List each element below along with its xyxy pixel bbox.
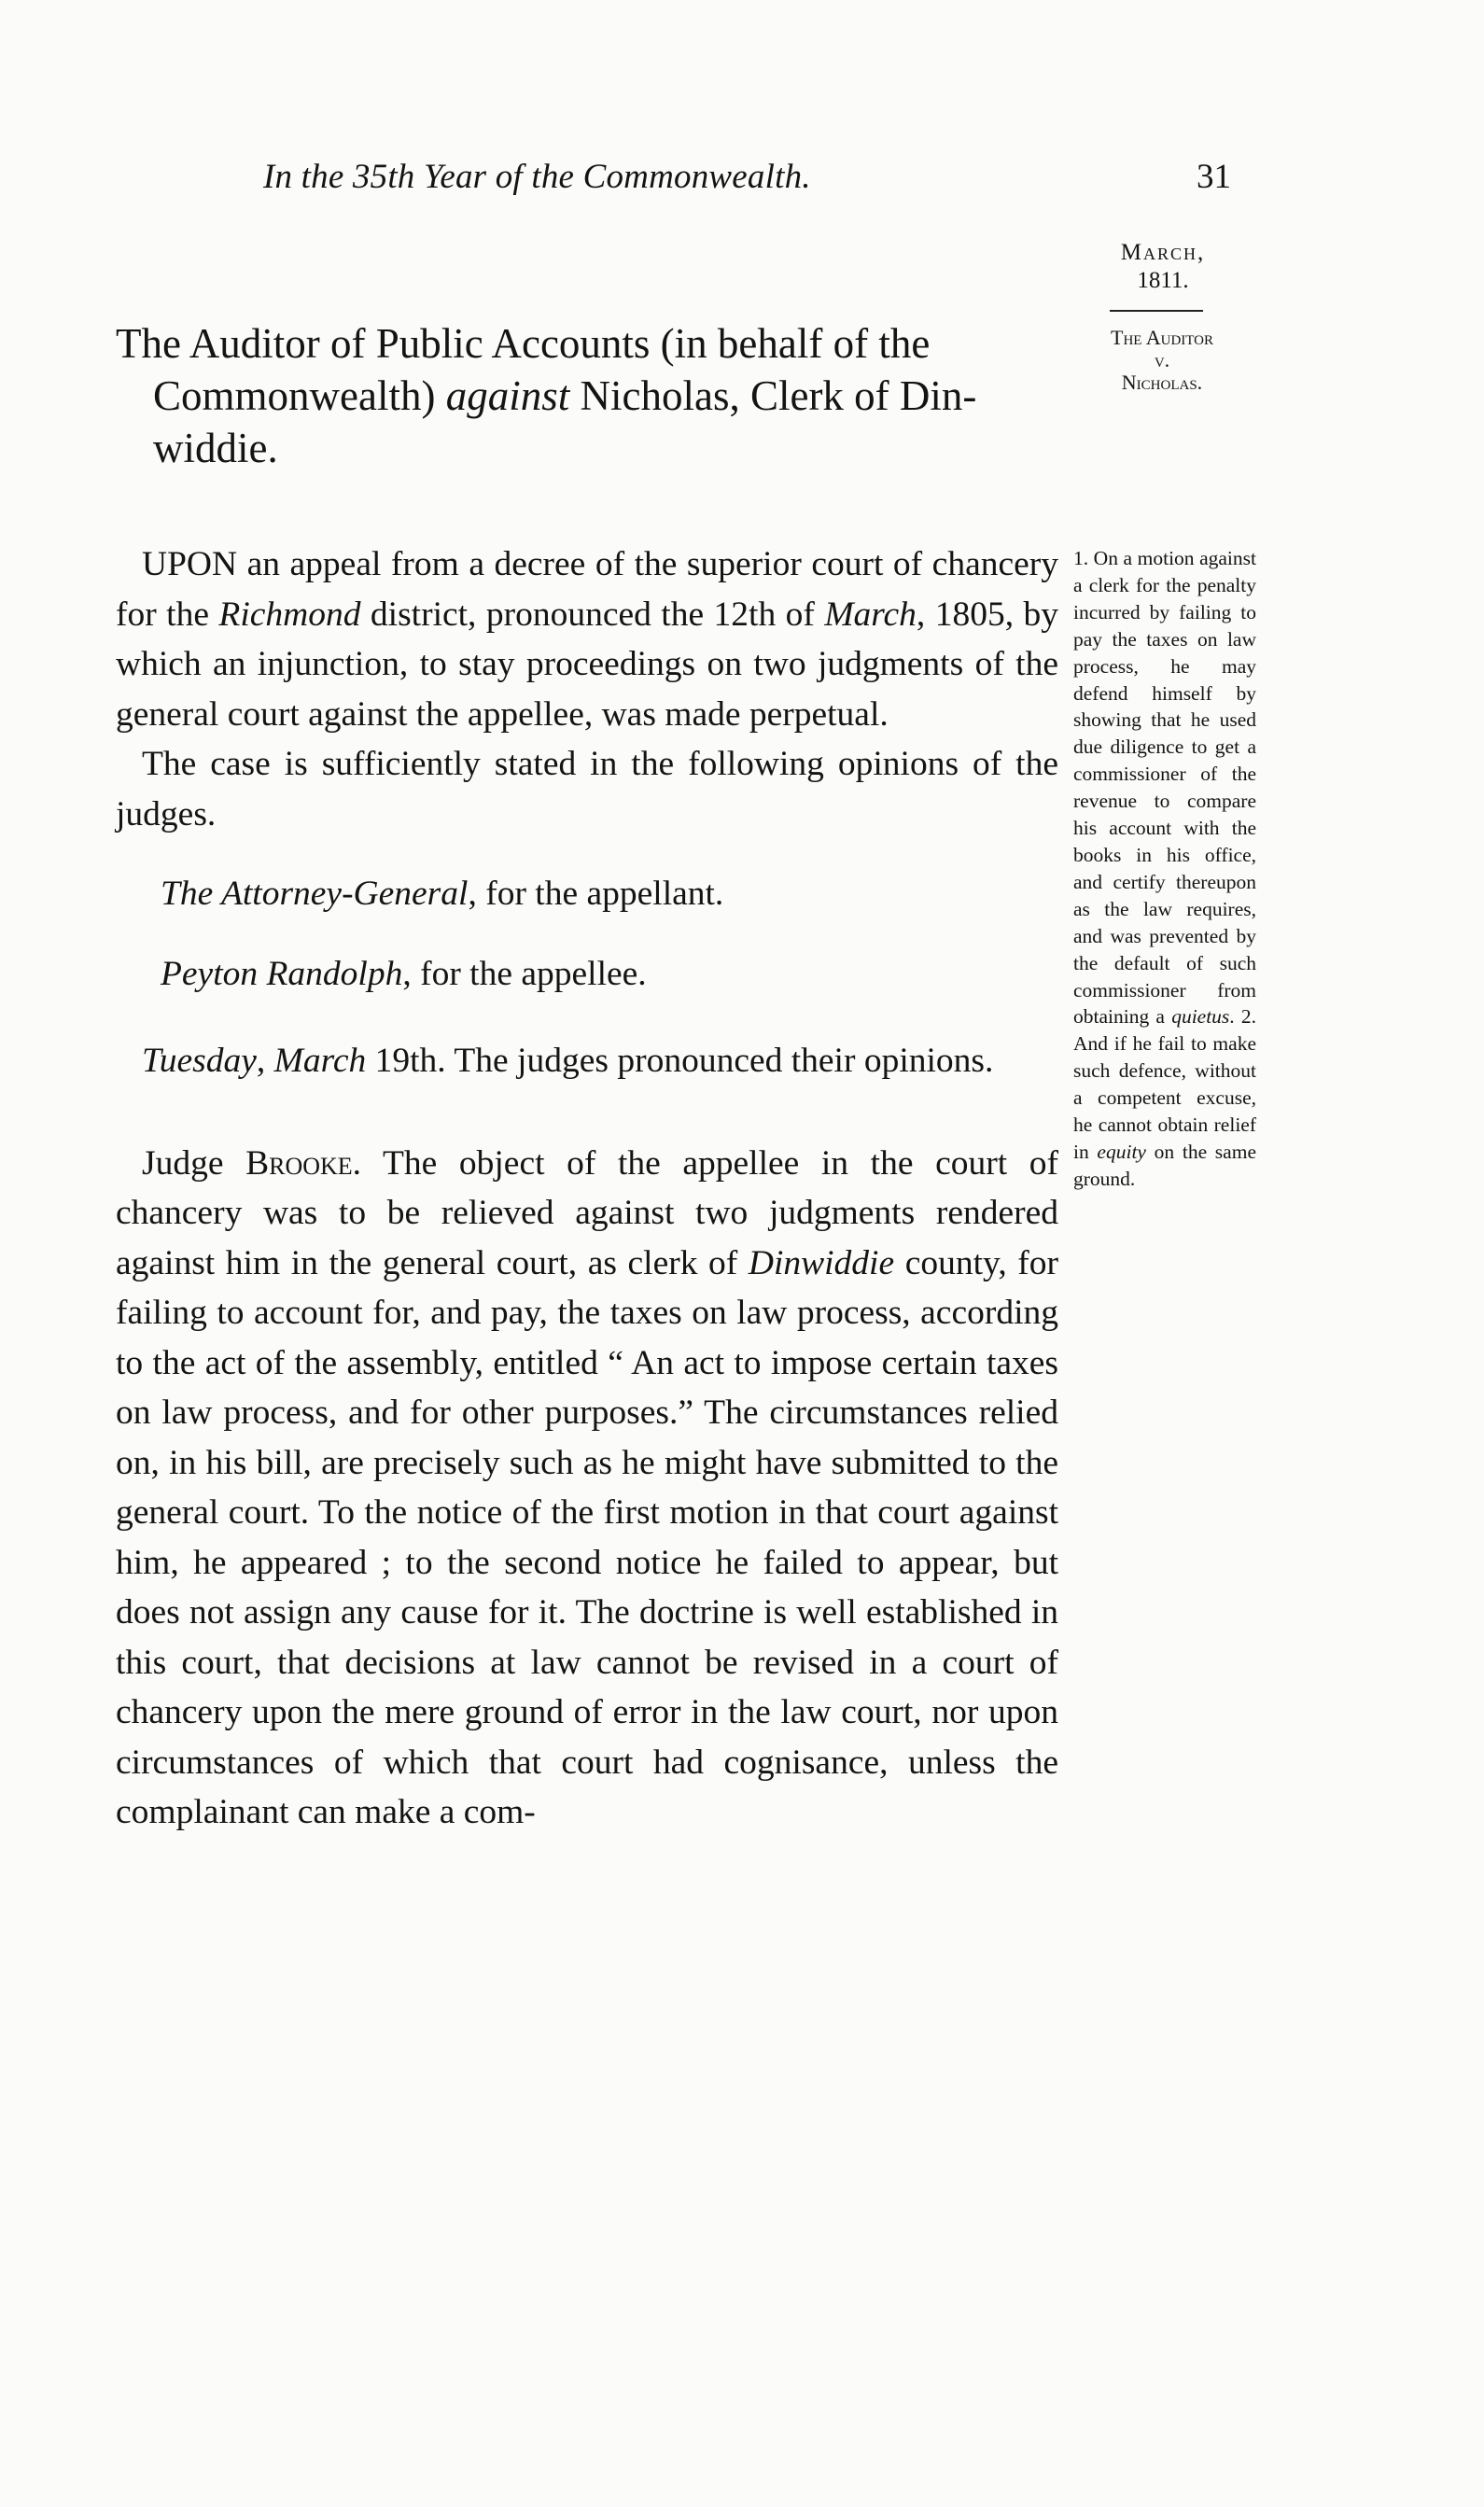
case-title-line-3: widdie. <box>153 425 278 471</box>
counsel-appellant: The Attorney-General, for the appellant. <box>161 875 724 913</box>
page-number: 31 <box>1197 158 1231 196</box>
opinion-body <box>116 539 1058 1838</box>
counsel-appellee: Peyton Randolph, for the appellee. <box>161 954 647 993</box>
date-divider-rule <box>1110 310 1203 312</box>
short-title-defendant: Nicholas. <box>1121 371 1203 394</box>
marginal-date-month: March, <box>1120 240 1206 265</box>
paragraph-case-statement: The case is sufficiently stated in the following opinions of the judges. <box>116 745 1058 833</box>
headnote-text: 1. On a motion against a clerk for the penalty incurred by failing to pay the taxes on law process, he may defend himself by showing that he used due diligence to get a commissioner of the revenue to compare his account with the books in his office, and certify thereupon as the law requires, and was prevented by the default of such commissioner from obtaining a quietus. 2. And if he fail to make such defence, without a competent excuse, he cannot obtain relief in equity on the same ground. <box>1073 547 1257 1190</box>
case-title <box>116 317 1068 474</box>
short-title-plaintiff: The Auditor <box>1111 326 1213 349</box>
case-title-line-1: The Auditor of Public Accounts (in behalf of the <box>116 320 931 367</box>
marginal-short-title <box>1073 327 1251 394</box>
running-head: In the 35th Year of the Commonwealth. <box>263 158 811 196</box>
short-title-versus: v. <box>1154 348 1170 371</box>
paragraph-appeal: UPON an appeal from a decree of the superior court of chancery for the Richmond district, pronounced the 12th of March, 1805, by which an injunction, to stay proceedings on two judgments of the general court against the appellee, was made perpetual. <box>116 545 1059 734</box>
marginal-headnote <box>1073 545 1256 1193</box>
case-title-line-2: Commonwealth) against Nicholas, Clerk of Din- <box>153 372 977 419</box>
paragraph-judge-brooke: Judge Brooke. The object of the appellee in the court of chancery was to be relieved against two judgments rendered against him in the general court, as clerk of Dinwiddie county, for failing to account for, and pay, the taxes on law process, according to the act of the assembly, entitled “ An act to impose certain taxes on law process, and for other purposes.” The circumstances relied on, in his bill, are precisely such as he might have submitted to the general court. To the notice of the first motion in that court against him, he appeared ; to the second notice he failed to appear, but does not assign any cause for it. The doctrine is well established in this court, that decisions at law cannot be revised in a court of chancery upon the mere ground of error in the law court, nor upon circumstances of which that court had cognisance, unless the complainant can make a com- <box>116 1143 1058 1831</box>
paragraph-date: Tuesday, March 19th. The judges pronounced their opinions. <box>142 1042 994 1080</box>
marginal-date-year: 1811. <box>1137 268 1189 293</box>
